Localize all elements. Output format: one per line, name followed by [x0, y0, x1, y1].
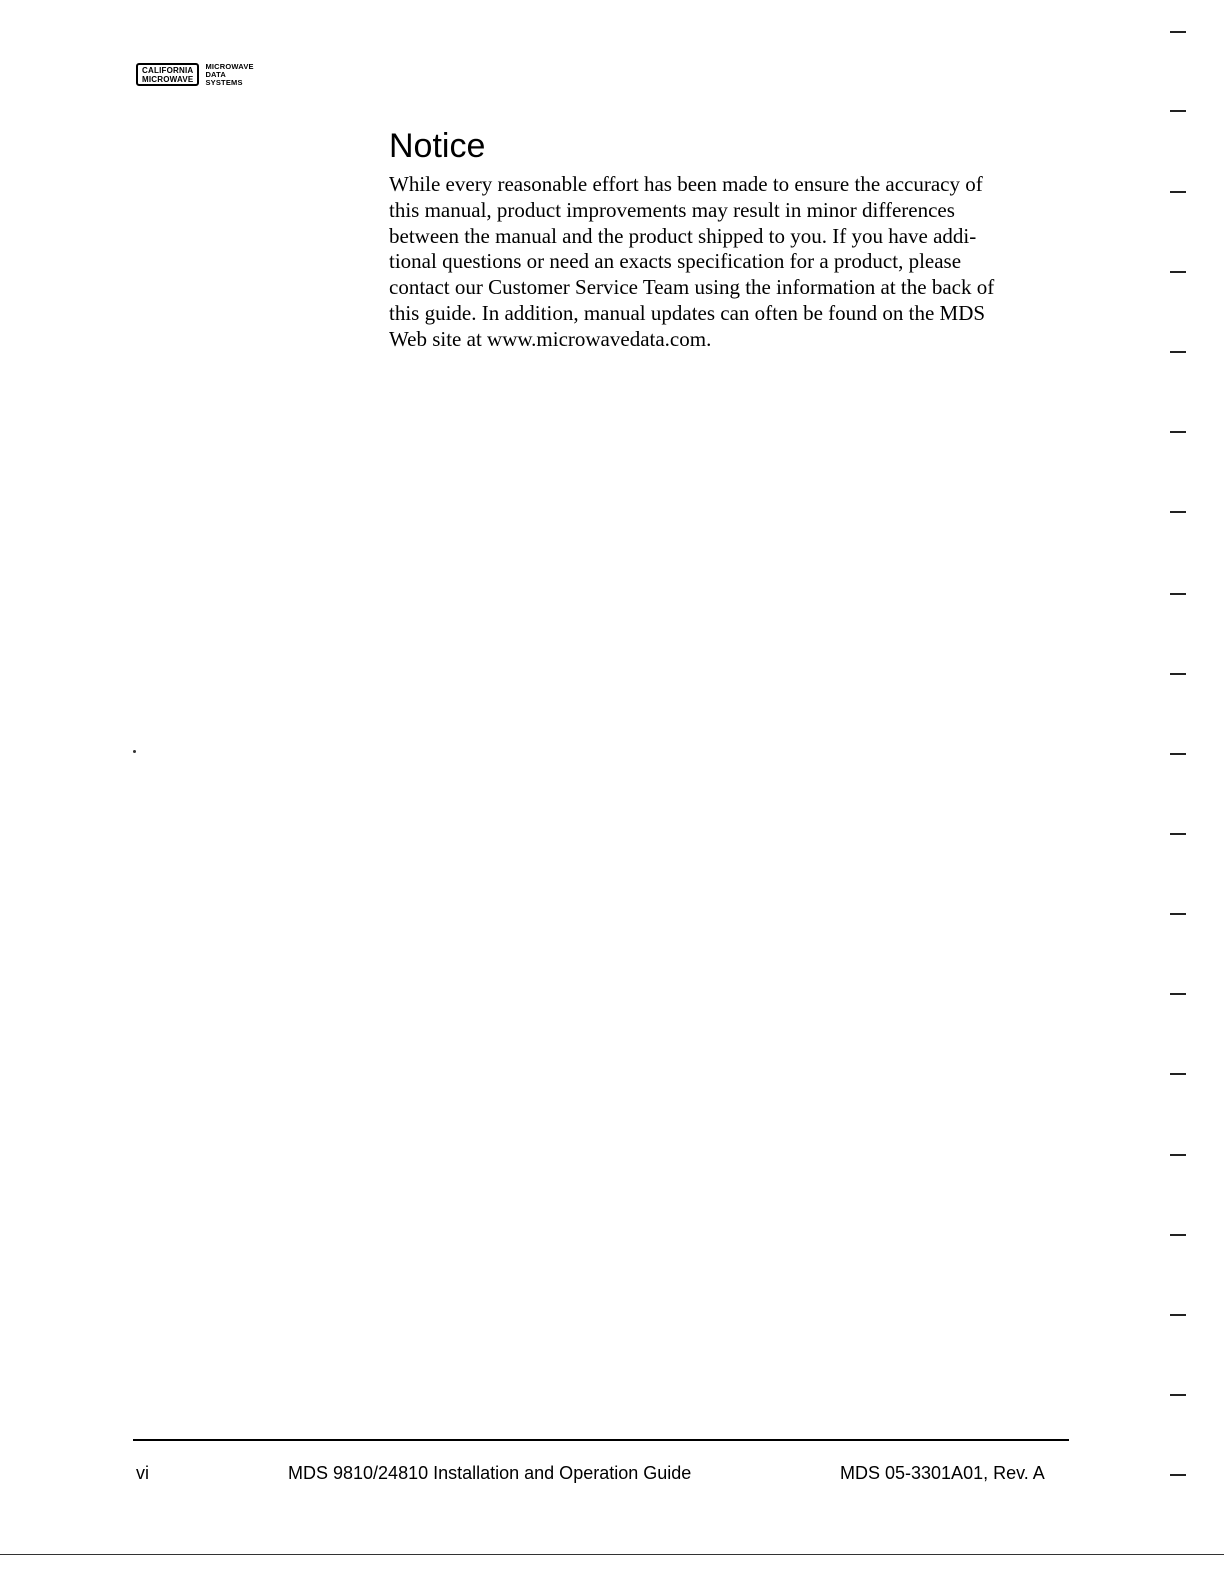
- footer-page-number: vi: [136, 1463, 149, 1483]
- margin-tick: [1170, 1314, 1186, 1316]
- margin-tick: [1170, 1394, 1186, 1396]
- notice-line: this manual, product improvements may result in minor differences: [389, 197, 955, 222]
- notice-line: Web site at www.microwavedata.com.: [389, 326, 712, 351]
- logo-wordmark: [205, 63, 253, 87]
- margin-tick: [1170, 271, 1186, 273]
- notice-heading: Notice: [389, 127, 486, 165]
- logo-wordmark-line-1: MICROWAVE: [205, 62, 254, 71]
- logo-wordmark-line-3: SYSTEMS: [205, 78, 243, 87]
- notice-line: between the manual and the product shipped to you. If you have addi-: [389, 223, 977, 248]
- scan-speck: [133, 750, 136, 753]
- notice-line: While every reasonable effort has been made to ensure the accuracy of: [389, 172, 983, 196]
- notice-line: this guide. In addition, manual updates can often be found on the MDS: [389, 300, 986, 325]
- logo-box-line-2: MICROWAVE: [142, 75, 194, 84]
- notice-line: tional questions or need an exacts specification for a product, please: [389, 249, 962, 274]
- margin-tick: [1170, 993, 1186, 995]
- notice-paragraph: [389, 172, 1079, 353]
- logo-box-line-1: CALIFORNIA: [142, 66, 194, 75]
- footer-title: MDS 9810/24810 Installation and Operation Guide: [288, 1463, 692, 1483]
- margin-tick: [1170, 833, 1186, 835]
- margin-tick: [1170, 1154, 1186, 1156]
- footer-doc-number: MDS 05-3301A01, Rev. A: [840, 1463, 1045, 1483]
- notice-line: contact our Customer Service Team using the information at the back of: [389, 275, 995, 300]
- margin-tick: [1170, 1474, 1186, 1476]
- company-logo: [136, 63, 254, 93]
- margin-tick: [1170, 753, 1186, 755]
- margin-tick: [1170, 431, 1186, 433]
- margin-tick: [1170, 1234, 1186, 1236]
- margin-tick: [1170, 673, 1186, 675]
- margin-tick: [1170, 351, 1186, 353]
- logo-box: [136, 63, 199, 86]
- margin-tick: [1170, 110, 1186, 112]
- logo-wordmark-line-2: DATA: [205, 70, 226, 79]
- notice-section: [389, 124, 1079, 353]
- margin-tick: [1170, 511, 1186, 513]
- footer-rule: [133, 1439, 1069, 1441]
- page-bottom-edge: [0, 1554, 1224, 1555]
- margin-tick: [1170, 1073, 1186, 1075]
- margin-tick: [1170, 913, 1186, 915]
- margin-tick: [1170, 191, 1186, 193]
- margin-tick: [1170, 593, 1186, 595]
- margin-tick: [1170, 31, 1186, 33]
